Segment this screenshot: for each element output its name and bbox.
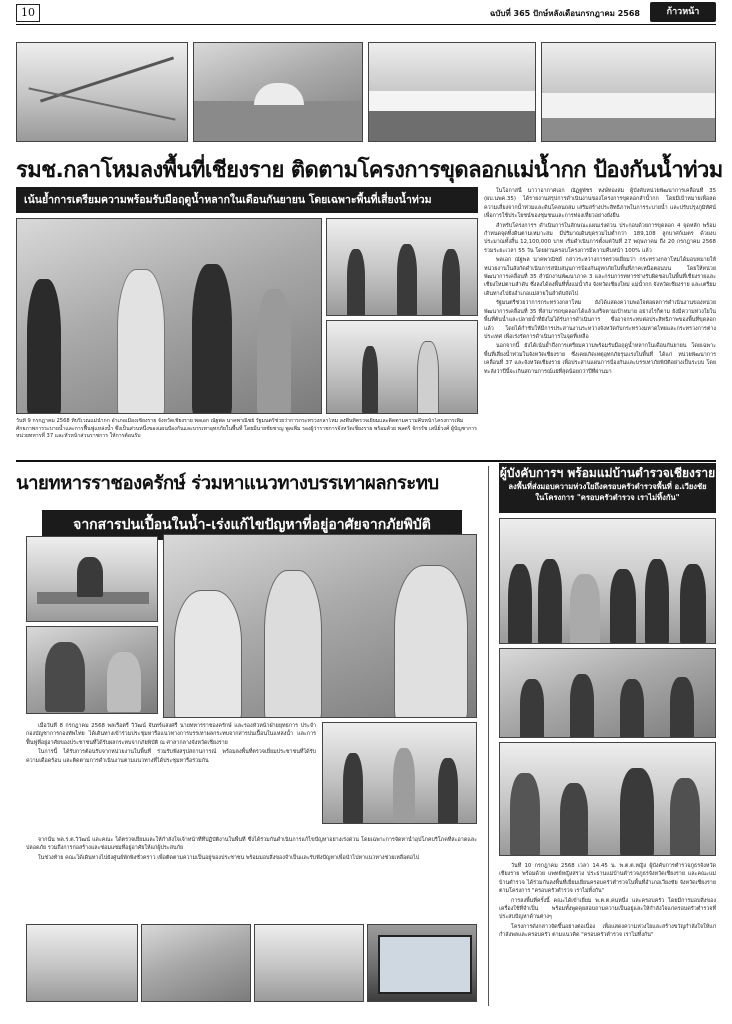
story3-paragraph: โครงการดังกล่าวจัดขึ้นอย่างต่อเนื่อง เพื่อแสดงความห่วงใยและสร้างขวัญกำลังใจให้แก่กำลังพลและครอบครัว ตามแนวคิด "ครอบครัวตำรวจ เราไม่ทิ้งกัน" (499, 923, 716, 939)
page-number: 10 (16, 4, 40, 22)
story1-subhead: เน้นย้ำการเตรียมความพร้อมรับมือฤดูน้ำหลากในเดือนกันยายน โดยเฉพาะพื้นที่เสี่ยงน้ำท่วม (16, 187, 478, 213)
story2-paragraph: ในการนี้ ได้รับการต้อนรับจากหน่วยงานในพื้นที่ ร่วมรับฟังสรุปสถานการณ์ พร้อมลงพื้นที่ตรวจเยี่ยมประชาชนที่ได้รับความเดือดร้อน และติดตามการดำเนินงานตามแนวทางที่ได้ประชุมหารือร่วมกัน (26, 749, 316, 764)
story3-body (499, 862, 716, 1008)
photo-officials-inspection (16, 218, 322, 414)
photo-construction-site (193, 42, 363, 142)
story1-paragraph: นอกจากนี้ ยังได้เน้นย้ำถึงการเตรียมความพร้อมรับมือฤดูน้ำหลากในเดือนกันยายน โดยเฉพาะพื้นที่เสี่ยงน้ำท่วมในจังหวัดเชียงราย ซึ่งเคยเกิดเหตุอุทกภัยรุนแรงในพื้นที่ ได้แก่ หน่วยพัฒนาการเคลื่อนที่ 37 และจังหวัดเชียงราย เพื่อประสานแผนการป้องกันและบรรเทาภัยพิบัติอย่างเป็นระบบ โดยทะลังว่าปีนี้จะเกินสถานการณ์แย่ที่สุดน้อยกว่าปีที่ผ่านมา (484, 343, 716, 375)
story1-paragraph: ในโอกาสนี้ นาวาอากาศเอก ณัฏฐพัชร หงษ์ทองสม ผู้บังคับหน่วยพัฒนาการเคลื่อนที่ 35 (ผบ.นพค.35) ได้รายงานสรุปการดำเนินงานของโครงการขุดลอกลำน้ำกก โดยมีเป้าหมายเพื่อลดความเสี่ยงจากน้ำท่วมและดินโคลนถล่ม เสริมสร้างประสิทธิภาพในการระบายน้ำ และปรับปรุงภูมิทัศน์เพื่อการใช้ประโยชน์ของชุมชนและการท่องเที่ยวอย่างยั่งยืน (484, 188, 716, 220)
story3-paragraph: วันที่ 10 กรกฎาคม 2568 เวลา 14.45 น. พ.ต.ต.หญิง ผู้บังคับการตำรวจภูธรจังหวัดเชียงราย พร้อมด้วย แพทย์หญิงสรวง ประธานแม่บ้านตำรวจภูธรจังหวัดเชียงราย และคณะแม่บ้านตำรวจ ได้ร่วมกันลงพื้นที่เยี่ยมเยียนครอบครัวตำรวจในพื้นที่อำเภอเวียงชัย จังหวัดเชียงราย ตามโครงการ "ครอบครัวตำรวจ เราไม่ทิ้งกัน" (499, 863, 716, 895)
photo-bottom-4 (367, 924, 477, 1002)
photo-officers-discussion (163, 534, 477, 718)
photo-bottom-2 (141, 924, 251, 1002)
photo-officials-meeting (26, 626, 158, 714)
photo-bottom-3 (254, 924, 364, 1002)
story3-headline-box (499, 463, 716, 513)
story3-paragraph: การลงพื้นที่ครั้งนี้ คณะได้เข้าเยี่ยม พ.ต.ต.คนหนึ่ง และครอบครัว โดยมีการมอบสิ่งของเครื่องใช้ที่จำเป็น พร้อมทั้งพูดคุยสอบถามความเป็นอยู่และให้กำลังใจแก่ครอบครัวตำรวจที่ประสบปัญหาด้านต่างๆ (499, 897, 716, 921)
photo-police-family-group (499, 518, 716, 644)
story1-body (484, 187, 716, 457)
story3-subhead-2: ในโครงการ "ครอบครัวตำรวจ เราไม่ทิ้งกัน" (535, 493, 680, 502)
photo-police-family-visit (499, 742, 716, 856)
photo-meeting-room (26, 536, 158, 622)
photo-map-overview (16, 42, 188, 142)
photo-visit-scene (322, 722, 477, 824)
story2-paragraph: จากนั้น พล.ร.ต.วิวัฒน์ และคณะ ได้ตรวจเยี่ยมและให้กำลังใจเจ้าหน้าที่ที่ปฏิบัติงานในพื้นที่ ซึ่งได้ร่วมกันดำเนินการแก้ไขปัญหาอย่างเร่งด่วน โดยเฉพาะการจัดหาน้ำอุปโภคบริโภคที่สะอาดและปลอดภัย รวมถึงการก่อสร้างและซ่อมแซมที่อยู่อาศัยให้แก่ผู้ประสบภัย (26, 837, 477, 852)
section-divider (16, 460, 716, 462)
story2-body-left (26, 722, 316, 832)
story2-paragraph: เมื่อวันที่ 8 กรกฎาคม 2568 พลเรือตรี วิวัฒน์ จันทร์แสงศรี นายทหารราชองครักษ์ และรองหัวหน้าฝ่ายยุทธการ ประจำกองบัญชาการกองทัพไทย ได้เดินทางเข้าร่วมประชุมหารือแนวทางการบรรเทาผลกระทบจากสารปนเปื้อนในแหล่งน้ำ และการฟื้นฟูที่อยู่อาศัยของประชาชนที่ได้รับผลกระทบจากภัยพิบัติ ณ ศาลากลางจังหวัดเชียงราย (26, 723, 316, 746)
column-divider (488, 466, 489, 1006)
issue-info: ฉบับที่ 365 ปักษ์หลังเดือนกรกฎาคม 2568 (489, 9, 640, 18)
masthead-logo: ก้าวหน้า (650, 2, 716, 22)
story3-subhead-1: ลงพื้นที่ส่งมอบความห่วงใยถึงครอบครัวตำรวจพื้นที่ อ.เวียงชัย (508, 482, 707, 491)
story1-headline: รมช.กลาโหมลงพื้นที่เชียงราย ติดตามโครงการขุดลอกแม่น้ำกก ป้องกันน้ำท่วม (16, 158, 723, 183)
header-rule (16, 24, 716, 25)
story2-paragraph: ในช่วงท้าย คณะได้เดินทางไปยังศูนย์พักพิงชั่วคราว เพื่อติดตามความเป็นอยู่ของประชาชน พร้อมมอบสิ่งของจำเป็นและรับฟังปัญหาเพื่อนำไปหาแนวทางช่วยเหลือต่อไป (38, 854, 420, 861)
story3-headline: ผู้บังคับการฯ พร้อมแม่บ้านตำรวจเชียงราย (499, 466, 716, 480)
story1-paragraph: รัฐมนตรีช่วยว่าการกระทรวงกลาโหม ยังได้แสดงความพอใจต่อผลการดำเนินงานของหน่วยพัฒนาการเคลื่อนที่ 35 ที่สามารถขุดลอกได้แล้วเสร็จตามเป้าหมาย อย่างไรก็ตาม ยังมีความห่วงใยในพื้นที่ต้นน้ำและปลายน้ำที่ยังไม่ได้รับการดำเนินการ ซึ่งอาจกระทบต่อประสิทธิภาพของพื้นที่ขุดลอกแล้ว โดยได้กำชับให้มีการประสานงานระหว่างจังหวัดกับกระทรวงมหาดไทยและกระทรวงการต่างประเทศ เพื่อเร่งรัดการดำเนินการในจุดที่เหลือ (484, 300, 716, 340)
story1-paragraph: พลเอก ณัฐพล นาคพาณิชย์ กล่าวระหว่างการตรวจเยี่ยมว่า กระทรวงกลาโหมได้มอบหมายให้หน่วยงานในสังกัดดำเนินการสนับสนุนการป้องกันอุทกภัยในพื้นที่ภาคเหนือตอนบน โดยให้หน่วยพัฒนาการเคลื่อนที่ 35 สำนักงานพัฒนาภาค 3 และกรมการทหารช่างรับผิดชอบในพื้นที่เชียงรายและเชียงใหม่ตามลำดับ ซึ่งลงได้ลงพื้นที่ทั้งแม่น้ำกิง จังหวัดเชียงใหม่ แม่น้ำกก จังหวัดเชียงราย และเตรียมเดินทางไปยังอำเภอแม่สายในลำดับถัดไป (484, 257, 716, 297)
story1-paragraph: สำหรับโครงการฯ ดำเนินการในลักษณะแผนเร่งด่วน ประกอบด้วยการขุดลอก 4 จุดหลัก พร้อมกำหนดจุดทิ้งดินตามเหมาะสม มีปริมาณดินขุดรวมไม่ต่ำกว่า 189,108 ลูกบาศก์เมตร ด้วยงบประมาณทั้งสิ้น 12,100,000 บาท เริ่มดำเนินการตั้งแต่วันที่ 27 พฤษภาคม ถึง 20 กรกฎาคม 2568 รวมระยะเวลา 55 วัน โดยผ่านครอบโครงการมีความคืบหน้า 100% แล้ว (484, 222, 716, 254)
story2-subhead: จากสารปนเปื้อนในน้ำ-เร่งแก้ไขปัญหาที่อยู่อาศัยจากภัยพิบัติ (42, 510, 462, 540)
story1-caption: วันที่ 9 กรกฎาคม 2568 ที่บริเวณแม่น้ำกก อำเภอเมืองเชียงราย จังหวัดเชียงราย พลเอก ณัฐพล นาคพาณิชย์ รัฐมนตรีช่วยว่าการกระทรวงกลาโหม ลงพื้นที่ตรวจเยี่ยมและติดตามความคืบหน้าโครงการเพิ่มศักยภาพการระบายน้ำและการฟื้นฟูแหล่งน้ำ ซึ่งเป็นส่วนหนึ่งของแผนป้องกันและบรรเทาอุทกภัยในพื้นที่ โดยมีนายชัยชาญ พูลเพิ่ม รองผู้ว่าราชการจังหวัดเชียงราย พร้อมด้วย พลตรี จักรรัช เสนีย์วงศ์ ผู้บัญชาการหน่วยทหารที่ 37 และหัวหน้าส่วนราชการ ให้การต้อนรับ (16, 418, 477, 440)
story2-body-bottom (26, 836, 477, 916)
photo-river-dredging (368, 42, 536, 142)
photo-river-bank (541, 42, 716, 142)
photo-site-briefing (326, 320, 478, 414)
photo-bottom-1 (26, 924, 138, 1002)
photo-police-family-row (499, 648, 716, 738)
story2-headline: นายทหารราชองครักษ์ ร่วมหาแนวทางบรรเทาผลกระทบ (16, 473, 439, 494)
photo-riverside-group (326, 218, 478, 316)
